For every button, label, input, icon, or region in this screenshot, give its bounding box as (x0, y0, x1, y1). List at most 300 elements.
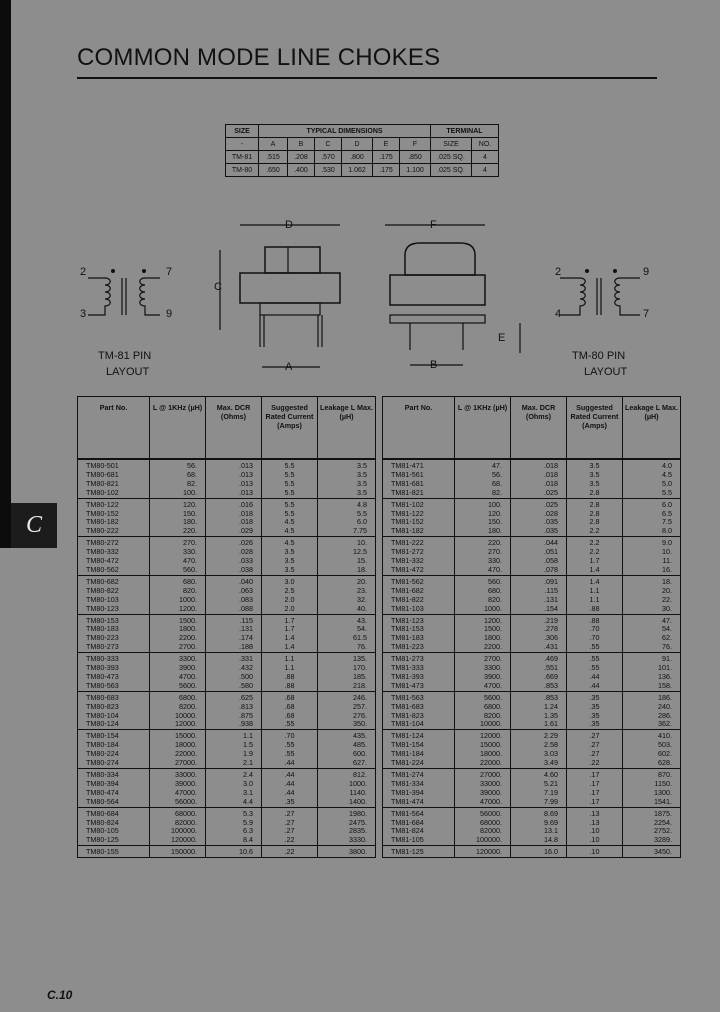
table-row (383, 510, 681, 519)
dcr-value: .115 (511, 587, 567, 596)
dim-label-a: A (285, 361, 293, 373)
inductance-value: 5600. (150, 682, 206, 691)
part-number: TM80-393 (78, 664, 150, 673)
dims-cell: .025 SQ. (431, 164, 472, 177)
polarity-dot (142, 269, 146, 273)
table-row (383, 798, 681, 807)
leakage-value: 170. (318, 664, 376, 673)
leakage-value: 276. (318, 712, 376, 721)
current-value: 2.0 (262, 596, 318, 605)
dcr-value: .078 (511, 566, 567, 575)
table-row (383, 548, 681, 557)
leakage-value: 3.5 (318, 471, 376, 480)
table-row (383, 769, 681, 780)
current-value: .27 (567, 741, 623, 750)
inductance-value: 150000. (150, 846, 206, 858)
leakage-value: 22. (623, 596, 681, 605)
dcr-value: 8.4 (206, 836, 262, 845)
row-group (78, 653, 376, 692)
dims-cell: 4 (472, 151, 499, 164)
leakage-value: 628. (623, 759, 681, 768)
col-header-part: Part No. (383, 397, 455, 459)
left-edge-bar (0, 0, 11, 548)
dcr-value: .088 (206, 605, 262, 614)
dim-label-e: E (498, 332, 506, 344)
part-number: TM80-821 (78, 480, 150, 489)
current-value: 3.5 (262, 557, 318, 566)
table-row (383, 827, 681, 836)
part-number: TM81-473 (383, 682, 455, 691)
part-number: TM81-274 (383, 769, 455, 780)
table-row (383, 846, 681, 858)
part-number: TM81-684 (383, 819, 455, 828)
polarity-dot (613, 269, 617, 273)
dims-cell: .570 (315, 151, 342, 164)
dcr-value: 1.9 (206, 750, 262, 759)
dims-sub: D (342, 138, 373, 151)
inductance-value: 1800. (150, 625, 206, 634)
inductance-value: 100. (150, 489, 206, 498)
polarity-dot (585, 269, 589, 273)
part-number: TM81-104 (383, 720, 455, 729)
dims-sub: F (400, 138, 431, 151)
inductance-value: 220. (150, 527, 206, 536)
dims-terminal-header: TERMINAL (431, 125, 499, 138)
dcr-value: .018 (511, 480, 567, 489)
part-number: TM81-682 (383, 587, 455, 596)
inductance-value: 560. (455, 575, 511, 586)
front-view-drawing (220, 225, 340, 367)
current-value: 3.0 (262, 575, 318, 586)
leakage-value: 627. (318, 759, 376, 768)
inductance-value: 470. (150, 557, 206, 566)
part-number: TM81-334 (383, 780, 455, 789)
current-value: .88 (262, 682, 318, 691)
inductance-value: 4700. (455, 682, 511, 691)
leakage-value: 1300. (623, 789, 681, 798)
dcr-value: .013 (206, 471, 262, 480)
inductance-value: 47000. (150, 789, 206, 798)
part-number: TM81-393 (383, 673, 455, 682)
table-row (383, 653, 681, 664)
part-number: TM81-823 (383, 712, 455, 721)
table-row (78, 480, 376, 489)
inductance-value: 1200. (455, 614, 511, 625)
leakage-value: 2835. (318, 827, 376, 836)
table-row (383, 720, 681, 729)
dims-cell: .400 (288, 164, 315, 177)
row-group (383, 730, 681, 769)
part-number: TM81-153 (383, 625, 455, 634)
inductance-value: 56. (455, 471, 511, 480)
leakage-value: 1140. (318, 789, 376, 798)
inductance-value: 15000. (150, 730, 206, 741)
inductance-value: 82. (455, 489, 511, 498)
table-row (383, 557, 681, 566)
part-number: TM81-821 (383, 489, 455, 498)
inductance-value: 56000. (150, 798, 206, 807)
inductance-value: 470. (455, 566, 511, 575)
dcr-value: .306 (511, 634, 567, 643)
current-value: .13 (567, 819, 623, 828)
part-number: TM81-683 (383, 703, 455, 712)
table-row (383, 643, 681, 652)
dcr-value: 7.19 (511, 789, 567, 798)
dcr-value: .469 (511, 653, 567, 664)
current-value: 1.1 (262, 653, 318, 664)
dcr-value: .018 (206, 510, 262, 519)
dcr-value: .025 (511, 498, 567, 509)
tm81-rows (382, 459, 681, 858)
dcr-value: .625 (206, 691, 262, 702)
inductance-value: 3300. (455, 664, 511, 673)
part-number: TM81-824 (383, 827, 455, 836)
part-number: TM81-122 (383, 510, 455, 519)
part-number: TM80-124 (78, 720, 150, 729)
inductance-value: 5600. (455, 691, 511, 702)
current-value: 1.1 (567, 596, 623, 605)
dcr-value: .431 (511, 643, 567, 652)
dcr-value: .025 (511, 489, 567, 498)
inductance-value: 2700. (150, 643, 206, 652)
leakage-value: 11. (623, 557, 681, 566)
inductance-value: 1800. (455, 634, 511, 643)
leakage-value: 218. (318, 682, 376, 691)
tm81-part-table (382, 396, 680, 858)
table-row (78, 759, 376, 768)
current-value: 5.5 (262, 471, 318, 480)
table-row (383, 712, 681, 721)
leakage-value: 1150. (623, 780, 681, 789)
table-row (78, 614, 376, 625)
inductance-value: 68. (150, 471, 206, 480)
inductance-value: 1500. (455, 625, 511, 634)
inductance-value: 82. (150, 480, 206, 489)
inductance-value: 68000. (455, 819, 511, 828)
leakage-value: 4.5 (623, 471, 681, 480)
table-row (78, 750, 376, 759)
table-row (78, 807, 376, 818)
inductance-value: 4700. (150, 673, 206, 682)
inductance-value: 68000. (150, 807, 206, 818)
leakage-value: 76. (318, 643, 376, 652)
leakage-value: 47. (623, 614, 681, 625)
part-number: TM80-501 (78, 460, 150, 471)
pin-label: 3 (80, 308, 87, 320)
current-value: 1.1 (567, 587, 623, 596)
inductance-value: 3300. (150, 653, 206, 664)
inductance-value: 82000. (455, 827, 511, 836)
current-value: .17 (567, 798, 623, 807)
row-group (383, 498, 681, 537)
table-row (78, 789, 376, 798)
inductance-value: 33000. (455, 780, 511, 789)
current-value: 5.5 (262, 489, 318, 498)
inductance-value: 8200. (150, 703, 206, 712)
current-value: 4.5 (262, 527, 318, 536)
dcr-value: 5.21 (511, 780, 567, 789)
table-row (383, 471, 681, 480)
table-row (78, 605, 376, 614)
current-value: .55 (567, 643, 623, 652)
row-group (78, 691, 376, 730)
part-number: TM81-103 (383, 605, 455, 614)
dims-cell: .208 (288, 151, 315, 164)
table-row (383, 614, 681, 625)
leakage-value: 12.5 (318, 548, 376, 557)
part-number: TM80-562 (78, 566, 150, 575)
left-schematic-drawing (88, 278, 160, 315)
current-value: .22 (567, 759, 623, 768)
leakage-value: 240. (623, 703, 681, 712)
dims-row (226, 151, 499, 164)
leakage-value: 23. (318, 587, 376, 596)
dcr-value: 9.69 (511, 819, 567, 828)
dims-cell: 1.062 (342, 164, 373, 177)
leakage-value: 62. (623, 634, 681, 643)
inductance-value: 820. (455, 596, 511, 605)
dcr-value: .035 (511, 518, 567, 527)
inductance-value: 330. (150, 548, 206, 557)
table-row (383, 691, 681, 702)
current-value: 1.7 (262, 614, 318, 625)
leakage-value: 186. (623, 691, 681, 702)
leakage-value: 5.0 (623, 480, 681, 489)
part-number: TM81-563 (383, 691, 455, 702)
leakage-value: 5.5 (318, 510, 376, 519)
table-row (78, 682, 376, 691)
dims-sub: - (226, 138, 259, 151)
dcr-value: .058 (511, 557, 567, 566)
current-value: .27 (567, 750, 623, 759)
part-number: TM80-273 (78, 643, 150, 652)
leakage-value: 602. (623, 750, 681, 759)
dcr-value: 2.58 (511, 741, 567, 750)
leakage-value: 10. (318, 537, 376, 548)
table-row (383, 730, 681, 741)
part-number: TM81-681 (383, 480, 455, 489)
table-row (383, 759, 681, 768)
current-value: 2.8 (567, 510, 623, 519)
inductance-value: 6800. (150, 691, 206, 702)
leakage-value: 1980. (318, 807, 376, 818)
inductance-value: 1000. (455, 605, 511, 614)
dims-cell: .175 (373, 151, 400, 164)
dcr-value: .432 (206, 664, 262, 673)
table-row (383, 537, 681, 548)
inductance-value: 150. (455, 518, 511, 527)
current-value: .70 (262, 730, 318, 741)
current-value: .68 (262, 703, 318, 712)
dcr-value: .035 (511, 527, 567, 536)
dcr-value: .028 (206, 548, 262, 557)
part-number: TM80-684 (78, 807, 150, 818)
table-row (383, 460, 681, 471)
part-number: TM80-472 (78, 557, 150, 566)
current-value: 2.0 (262, 605, 318, 614)
row-group (78, 730, 376, 769)
part-number: TM81-154 (383, 741, 455, 750)
part-number: TM81-102 (383, 498, 455, 509)
leakage-value: 4.0 (623, 460, 681, 471)
dcr-value: .083 (206, 596, 262, 605)
table-row (78, 566, 376, 575)
current-value: .55 (567, 653, 623, 664)
current-value: .27 (262, 827, 318, 836)
dcr-value: .278 (511, 625, 567, 634)
leakage-value: 20. (623, 587, 681, 596)
inductance-value: 2200. (150, 634, 206, 643)
dims-sub: E (373, 138, 400, 151)
inductance-value: 560. (150, 566, 206, 575)
pin-label: 7 (643, 308, 650, 320)
leakage-value: 3450. (623, 846, 681, 858)
dims-cell: .530 (315, 164, 342, 177)
section-tab: C (11, 503, 57, 548)
dims-cell: TM-81 (226, 151, 259, 164)
inductance-value: 180. (150, 518, 206, 527)
leakage-value: 61.5 (318, 634, 376, 643)
dcr-value: .188 (206, 643, 262, 652)
leakage-value: 2254. (623, 819, 681, 828)
dims-header-sub (226, 138, 499, 151)
dcr-value: .040 (206, 575, 262, 586)
leakage-value: 16. (623, 566, 681, 575)
leakage-value: 76. (623, 643, 681, 652)
leakage-value: 6.0 (318, 518, 376, 527)
dims-cell: .800 (342, 151, 373, 164)
current-value: 2.8 (567, 489, 623, 498)
dcr-value: .038 (206, 566, 262, 575)
dcr-value: .853 (511, 691, 567, 702)
col-header-inductance: L @ 1KHz (µH) (455, 397, 511, 459)
layout-caption: LAYOUT (584, 366, 628, 378)
part-number: TM81-152 (383, 518, 455, 527)
part-number: TM81-224 (383, 759, 455, 768)
leakage-value: 20. (318, 575, 376, 586)
current-value: .88 (567, 605, 623, 614)
inductance-value: 10000. (150, 712, 206, 721)
leakage-value: 9.0 (623, 537, 681, 548)
dims-size-header: SIZE (226, 125, 259, 138)
part-number: TM80-184 (78, 741, 150, 750)
dcr-value: 2.29 (511, 730, 567, 741)
part-number: TM81-223 (383, 643, 455, 652)
table-row (383, 480, 681, 489)
table-row (78, 769, 376, 780)
part-number: TM80-104 (78, 712, 150, 721)
current-value: .55 (567, 664, 623, 673)
current-value: 5.5 (262, 480, 318, 489)
choke-diagram (60, 205, 680, 390)
leakage-value: 3.5 (318, 480, 376, 489)
inductance-value: 47. (455, 460, 511, 471)
part-number: TM80-332 (78, 548, 150, 557)
leakage-value: 135. (318, 653, 376, 664)
inductance-value: 680. (150, 575, 206, 586)
part-number: TM80-224 (78, 750, 150, 759)
current-value: .70 (567, 634, 623, 643)
leakage-value: 18. (318, 566, 376, 575)
leakage-value: 3289. (623, 836, 681, 845)
col-header-leakage: Leakage L Max. (µH) (318, 397, 376, 459)
current-value: 3.5 (262, 548, 318, 557)
part-number: TM80-394 (78, 780, 150, 789)
part-number: TM80-102 (78, 489, 150, 498)
dims-sub: C (315, 138, 342, 151)
part-number: TM81-333 (383, 664, 455, 673)
current-value: .70 (567, 625, 623, 634)
table-row (383, 836, 681, 845)
dcr-value: 7.99 (511, 798, 567, 807)
dims-sub: A (259, 138, 288, 151)
current-value: 3.5 (567, 480, 623, 489)
table-row (78, 673, 376, 682)
col-header-current: Suggested Rated Current (Amps) (262, 397, 318, 459)
pin-label: 4 (555, 308, 562, 320)
leakage-value: 6.0 (623, 498, 681, 509)
current-value: .35 (567, 691, 623, 702)
dcr-value: 1.1 (206, 730, 262, 741)
current-value: .44 (262, 769, 318, 780)
row-group (383, 653, 681, 692)
row-group (383, 575, 681, 614)
dims-cell: .025 SQ. (431, 151, 472, 164)
inductance-value: 8200. (455, 712, 511, 721)
current-value: 1.4 (567, 566, 623, 575)
row-group (78, 537, 376, 576)
dcr-value: 4.4 (206, 798, 262, 807)
pin-label: 9 (643, 266, 650, 278)
dim-label-b: B (430, 359, 438, 371)
dcr-value: .174 (206, 634, 262, 643)
part-number: TM80-823 (78, 703, 150, 712)
table-row (78, 489, 376, 498)
part-number: TM80-683 (78, 691, 150, 702)
inductance-value: 270. (150, 537, 206, 548)
inductance-value: 270. (455, 548, 511, 557)
leakage-value: 4.8 (318, 498, 376, 509)
dims-typical-header: TYPICAL DIMENSIONS (259, 125, 431, 138)
dcr-value: .551 (511, 664, 567, 673)
current-value: .17 (567, 769, 623, 780)
leakage-value: 7.75 (318, 527, 376, 536)
table-row (78, 643, 376, 652)
dcr-value: 3.49 (511, 759, 567, 768)
part-number: TM80-682 (78, 575, 150, 586)
current-value: .88 (567, 614, 623, 625)
table-row (78, 653, 376, 664)
dims-cell: .515 (259, 151, 288, 164)
page-number: C.10 (47, 988, 73, 1002)
dcr-value: .115 (206, 614, 262, 625)
leakage-value: 32. (318, 596, 376, 605)
dimensions-table (225, 124, 499, 177)
leakage-value: 8.0 (623, 527, 681, 536)
dims-cell: .650 (259, 164, 288, 177)
current-value: 5.5 (262, 510, 318, 519)
leakage-value: 54. (318, 625, 376, 634)
row-group (383, 460, 681, 499)
dcr-value: 5.9 (206, 819, 262, 828)
page-title: COMMON MODE LINE CHOKES (77, 44, 441, 71)
row-group (78, 807, 376, 846)
leakage-value: 2752. (623, 827, 681, 836)
col-header-dcr: Max. DCR (Ohms) (206, 397, 262, 459)
dims-cell: TM-80 (226, 164, 259, 177)
table-row (78, 730, 376, 741)
part-number: TM81-472 (383, 566, 455, 575)
